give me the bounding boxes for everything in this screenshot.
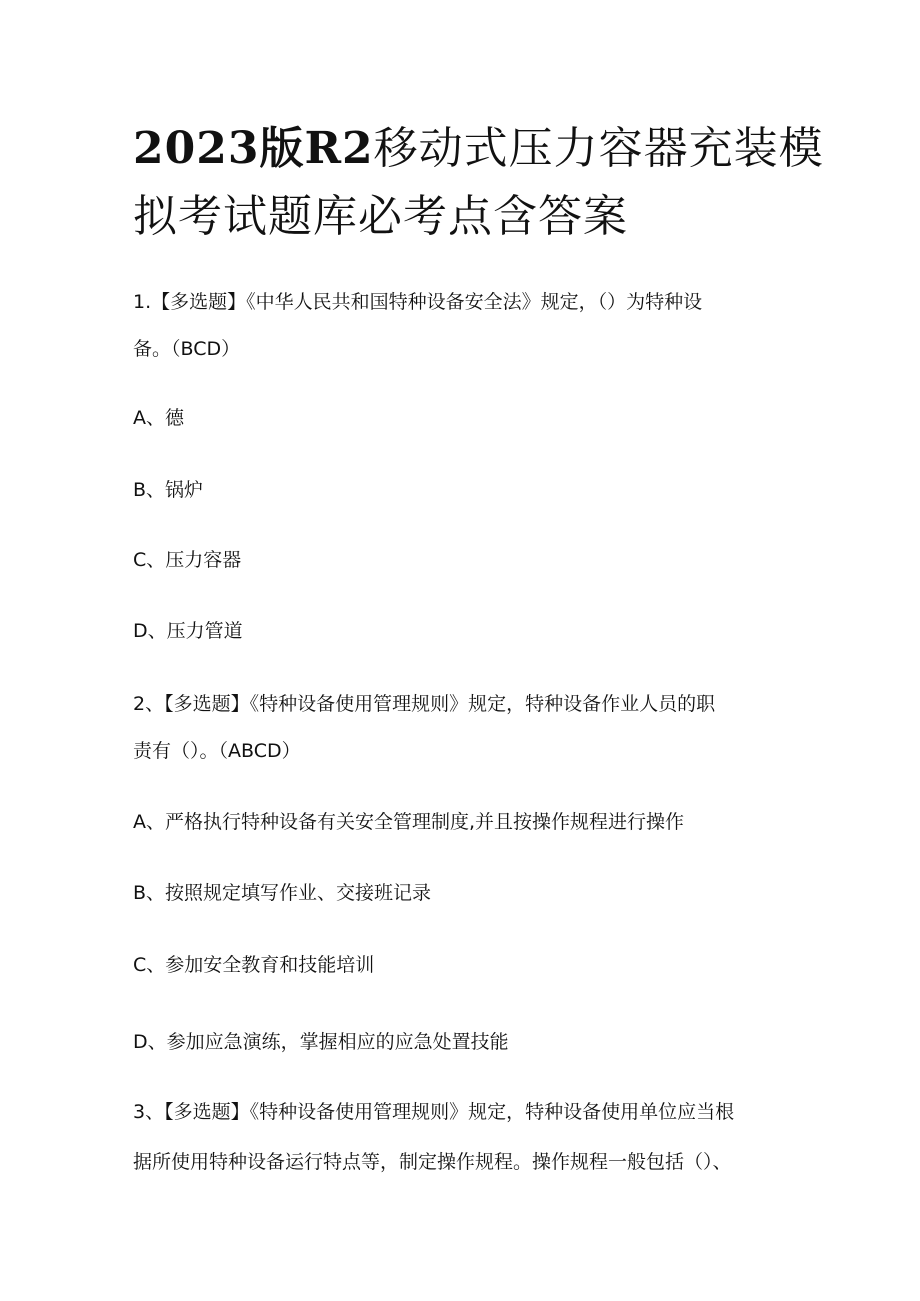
title-line-1-text: 移动式压力容器充装模 [373,123,824,174]
question-2-option-b: B、按照规定填写作业、交接班记录 [133,882,432,904]
question-2-stem-line-2: 责有（）。（ABCD） [133,740,301,762]
question-1-stem-line-2: 备。（BCD） [133,338,241,360]
document-title [133,115,824,251]
title-line-2: 拟考试题库必考点含答案 [133,191,628,242]
question-2-stem-line-1: 2、【多选题】《特种设备使用管理规则》规定，特种设备作业人员的职 [133,693,716,715]
question-1-option-c: C、压力容器 [133,549,242,571]
question-1-option-d: D、压力管道 [133,620,243,642]
question-2-option-a: A、严格执行特种设备有关安全管理制度,并且按操作规程进行操作 [133,811,685,833]
question-2-option-d: D、参加应急演练，掌握相应的应急处置技能 [133,1031,509,1053]
question-3-stem-line-1: 3、【多选题】《特种设备使用管理规则》规定，特种设备使用单位应当根 [133,1101,735,1123]
title-line-1 [133,115,824,183]
title-prefix: 2023版R2 [133,123,374,174]
question-1-option-b: B、锅炉 [133,479,204,501]
question-3-stem-line-2: 据所使用特种设备运行特点等，制定操作规程。操作规程一般包括（）、 [133,1151,732,1173]
question-1-stem-line-1: 1.【多选题】《中华人民共和国特种设备安全法》规定，（）为特种设 [133,291,703,313]
question-1-option-a: A、德 [133,407,184,429]
question-2-option-c: C、参加安全教育和技能培训 [133,954,375,976]
